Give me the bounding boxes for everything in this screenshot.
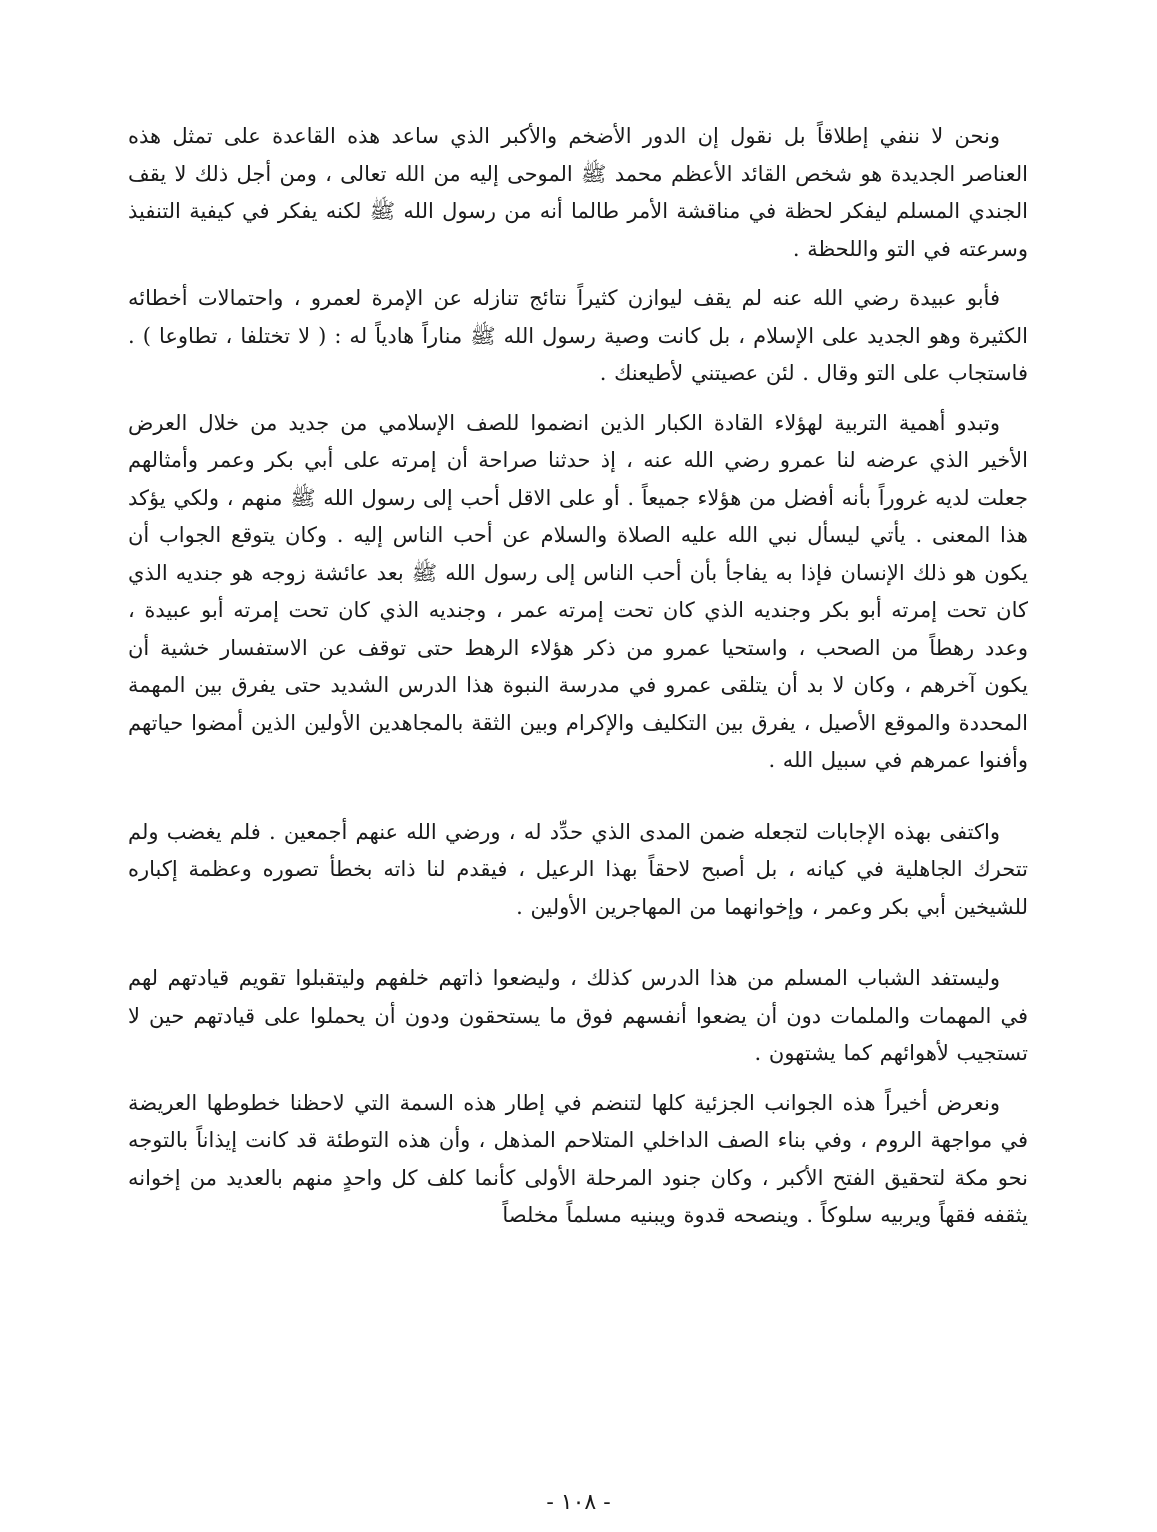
- page-number: - ١٠٨ -: [546, 1490, 611, 1515]
- paragraph-3: وتبدو أهمية التربية لهؤلاء القادة الكبار الذين انضموا للصف الإسلامي من جديد من خلال العرض الأخير الذي عرضه لنا عمرو رضي الله عنه ، إذ حدثنا صراحة أن إمرته على أبي بكر وعمر وأمثالهم جعلت لديه غروراً بأنه أفضل من هؤلاء جميعاً . أو على الاقل أحب إلى رسول الله ﷺ منهم ، ولكي يؤكد هذا المعنى . يأتي ليسأل نبي الله عليه الصلاة والسلام عن أحب الناس إليه . وكان يتوقع الجواب أن يكون هو ذلك الإنسان فإذا به يفاجأ بأن أحب الناس إلى رسول الله ﷺ بعد عائشة زوجه هو جنديه الذي كان تحت إمرته أبو بكر وجنديه الذي كان تحت إمرته عمر ، وجنديه الذي كان تحت إمرته أبو عبيدة ، وعدد رهطاً من الصحب ، واستحيا عمرو من ذكر هؤلاء الرهط حتى توقف عن الاستفسار خشية أن يكون آخرهم ، وكان لا بد أن يتلقى عمرو في مدرسة النبوة هذا الدرس الشديد حتى يفرق بين المهمة المحددة والموقع الأصيل ، يفرق بين التكليف والإكرام وبين الثقة بالمجاهدين الأولين الذين أمضوا حياتهم وأفنوا عمرهم في سبيل الله .: [128, 410, 1028, 772]
- paragraph-2: فأبو عبيدة رضي الله عنه لم يقف ليوازن كثيراً نتائج تنازله عن الإمرة لعمرو ، واحتمالات أخطائه الكثيرة وهو الجديد على الإسلام ، بل كانت وصية رسول الله ﷺ مناراً هادياً له : ( لا تختلفا ، تطاوعا ) . فاستجاب على التو وقال . لئن عصيتني لأطيعنك .: [128, 286, 1028, 385]
- document-page: [128, 118, 1028, 1418]
- paragraph-4: واكتفى بهذه الإجابات لتجعله ضمن المدى الذي حدِّد له ، ورضي الله عنهم أجمعين . فلم يغضب ولم تتحرك الجاهلية في كيانه ، بل أصبح لاحقاً بهذا الرعيل ، فيقدم لنا ذاته بخطأ تصوره وعظمة إكباره للشيخين أبي بكر وعمر ، وإخوانهما من المهاجرين الأولين .: [128, 819, 1028, 919]
- paragraph-6: ونعرض أخيراً هذه الجوانب الجزئية كلها لتنضم في إطار هذه السمة التي لاحظنا خطوطها العريضة في مواجهة الروم ، وفي بناء الصف الداخلي المتلاحم المذهل ، وأن هذه التوطئة قد كانت إيذاناً بالتوجه نحو مكة لتحقيق الفتح الأكبر ، وكان جنود المرحلة الأولى كأنما كلف كل واحدٍ منهم بالعديد من إخوانه يثقفه فقهاً ويربيه سلوكاً . وينصحه قدوة ويبنيه مسلماً مخلصاً: [128, 1090, 1028, 1227]
- paragraph-1: ونحن لا ننفي إطلاقاً بل نقول إن الدور الأضخم والأكبر الذي ساعد هذه القاعدة على تمثل هذه العناصر الجديدة هو شخص القائد الأعظم محمد ﷺ الموحى إليه من الله تعالى ، ومن أجل ذلك لا يقف الجندي المسلم ليفكر لحظة في مناقشة الأمر طالما أنه من رسول الله ﷺ لكنه يفكر في كيفية التنفيذ وسرعته في التو واللحظة .: [128, 124, 1028, 261]
- paragraph-5: وليستفد الشباب المسلم من هذا الدرس كذلك ، وليضعوا ذاتهم خلفهم وليتقبلوا تقويم قيادتهم لهم في المهمات والملمات دون أن يضعوا أنفسهم فوق ما يستحقون ودون أن يحملوا على قيادتهم حين لا تستجيب لأهوائهم كما يشتهون .: [128, 966, 1028, 1065]
